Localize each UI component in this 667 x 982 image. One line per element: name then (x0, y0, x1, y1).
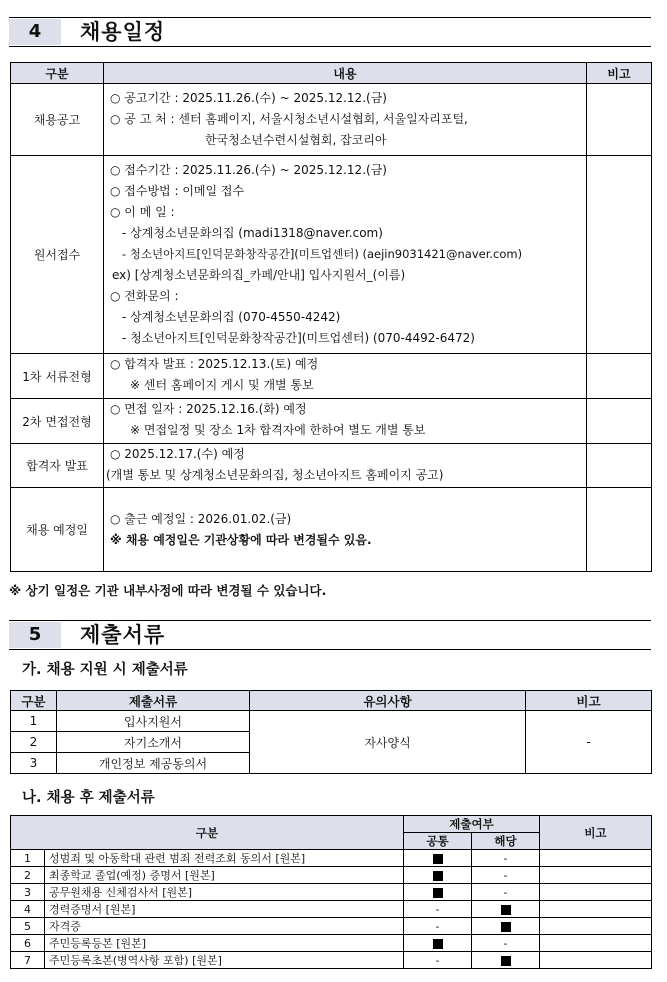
document-name: 주민등록초본(병역사항 포함) [원본] (45, 952, 404, 969)
schedule-category: 채용공고 (11, 84, 104, 156)
header-notes: 유의사항 (250, 691, 526, 711)
subsection-a-title: 가. 채용 지원 시 제출서류 (22, 662, 188, 678)
subsection-b-title: 나. 채용 후 제출서류 (22, 790, 155, 806)
remark-cell (540, 867, 652, 884)
schedule-table (10, 62, 652, 572)
schedule-line: ○ 공 고 처 : 센터 홈페이지, 서울시청소년시설협회, 서울일자리포털, (110, 112, 468, 126)
applicable-mark (472, 952, 540, 969)
row-number: 5 (11, 918, 45, 935)
document-name: 경력증명서 [원본] (45, 901, 404, 918)
schedule-content (104, 399, 587, 444)
filled-square-icon (501, 956, 511, 966)
schedule-line: ※ 센터 홈페이지 게시 및 개별 통보 (130, 378, 314, 392)
schedule-line: ○ 면접 일자 : 2025.12.16.(화) 예정 (110, 402, 307, 416)
common-mark: - (404, 901, 472, 918)
schedule-line: ○ 전화문의 : (110, 289, 179, 303)
filled-square-icon (501, 922, 511, 932)
document-name: 자기소개서 (57, 732, 250, 753)
schedule-header-row (11, 63, 652, 84)
applicable-mark: - (472, 850, 540, 867)
common-mark (404, 935, 472, 952)
row-number: 3 (11, 753, 57, 774)
row-number: 2 (11, 732, 57, 753)
table-row (11, 952, 652, 969)
section5-number: 5 (9, 622, 61, 648)
document-name: 성범죄 및 아동학대 관련 범죄 전력조회 동의서 [원본] (45, 850, 404, 867)
row-number: 1 (11, 850, 45, 867)
remark-cell (540, 884, 652, 901)
header-submit: 제출여부 (404, 816, 540, 833)
row-number: 4 (11, 901, 45, 918)
common-mark (404, 867, 472, 884)
applicable-mark: - (472, 884, 540, 901)
notes-merged: 자사양식 (250, 711, 526, 774)
table-row (11, 711, 652, 732)
schedule-header-category: 구분 (11, 63, 104, 84)
remark-cell (540, 935, 652, 952)
table-row (11, 850, 652, 867)
schedule-category: 1차 서류전형 (11, 354, 104, 399)
schedule-remark (587, 488, 652, 572)
schedule-line: 한국청소년수련시설협회, 잡코리아 (205, 133, 387, 147)
schedule-header-remark: 비고 (587, 63, 652, 84)
remark-cell (540, 952, 652, 969)
schedule-line: ○ 합격자 발표 : 2025.12.13.(토) 예정 (110, 357, 319, 371)
section5-bottom-rule (9, 649, 651, 650)
table-row (11, 918, 652, 935)
table-row (11, 884, 652, 901)
header-documents: 제출서류 (57, 691, 250, 711)
schedule-remark (587, 399, 652, 444)
schedule-line: ※ 채용 예정일은 기관상황에 따라 변경될수 있음. (110, 532, 372, 547)
document-name: 최종학교 졸업(예정) 증명서 [원본] (45, 867, 404, 884)
schedule-line: ○ 접수방법 : 이메일 접수 (110, 184, 245, 198)
schedule-header-content: 내용 (104, 63, 587, 84)
document-name: 입사지원서 (57, 711, 250, 732)
common-mark (404, 884, 472, 901)
row-number: 6 (11, 935, 45, 952)
document-name: 주민등록등본 [원본] (45, 935, 404, 952)
schedule-category: 채용 예정일 (11, 488, 104, 572)
schedule-remark (587, 156, 652, 354)
remark-cell (540, 850, 652, 867)
schedule-row-final-announcement (11, 444, 652, 488)
applicable-mark: - (472, 867, 540, 884)
schedule-line: ※ 면접일정 및 장소 1차 합격자에 한하여 별도 개별 통보 (130, 423, 426, 437)
common-mark (404, 850, 472, 867)
schedule-line: ○ 접수기간 : 2025.11.26.(수) ~ 2025.12.12.(금) (110, 163, 387, 177)
schedule-category: 합격자 발표 (11, 444, 104, 488)
table-row (11, 901, 652, 918)
schedule-line: - 상계청소년문화의집 (070-4550-4242) (122, 310, 341, 324)
header-category: 구분 (11, 691, 57, 711)
schedule-content (104, 156, 587, 354)
schedule-row-application (11, 156, 652, 354)
schedule-row-start-date (11, 488, 652, 572)
schedule-line: ○ 출근 예정일 : 2026.01.02.(금) (110, 511, 292, 526)
row-number: 1 (11, 711, 57, 732)
section4-bottom-rule (9, 46, 651, 47)
schedule-line: ○ 이 메 일 : (110, 205, 175, 219)
schedule-category: 2차 면접전형 (11, 399, 104, 444)
header-common: 공통 (404, 833, 472, 850)
schedule-line: - 상계청소년문화의집 (madi1318@naver.com) (122, 226, 383, 240)
filled-square-icon (433, 888, 443, 898)
schedule-row-document-screening (11, 354, 652, 399)
schedule-change-note: ※ 상기 일정은 기관 내부사정에 따라 변경될 수 있습니다. (9, 583, 327, 598)
document-name: 공무원채용 신체검사서 [원본] (45, 884, 404, 901)
remark-cell (540, 918, 652, 935)
filled-square-icon (433, 854, 443, 864)
table-row (11, 867, 652, 884)
schedule-line: ○ 공고기간 : 2025.11.26.(수) ~ 2025.12.12.(금) (110, 91, 387, 105)
schedule-line: - 청소년아지트[인덕문화창작공간](미트업센터) (070-4492-6472) (122, 331, 475, 345)
header-category: 구분 (11, 816, 404, 850)
common-mark: - (404, 918, 472, 935)
remark-cell (540, 901, 652, 918)
header-applicable: 해당 (472, 833, 540, 850)
schedule-remark (587, 84, 652, 156)
schedule-content (104, 488, 587, 572)
common-mark: - (404, 952, 472, 969)
applicable-mark (472, 901, 540, 918)
row-number: 7 (11, 952, 45, 969)
section5-title: 제출서류 (80, 623, 166, 647)
schedule-remark (587, 354, 652, 399)
section4-number: 4 (9, 19, 61, 45)
schedule-content (104, 84, 587, 156)
document-name: 자격증 (45, 918, 404, 935)
table-row (11, 935, 652, 952)
schedule-remark (587, 444, 652, 488)
schedule-line: ○ 2025.12.17.(수) 예정 (110, 447, 245, 461)
schedule-row-interview (11, 399, 652, 444)
schedule-content (104, 354, 587, 399)
post-hire-documents-table (10, 815, 652, 969)
section4-title: 채용일정 (80, 20, 166, 44)
schedule-category: 원서접수 (11, 156, 104, 354)
application-documents-header-row (11, 691, 652, 711)
remark-merged: - (526, 711, 652, 774)
section5-top-rule (9, 620, 651, 621)
section4-top-rule (9, 17, 651, 18)
schedule-row-recruit-notice (11, 84, 652, 156)
filled-square-icon (433, 939, 443, 949)
schedule-line: - 청소년아지트[인덕문화창작공간](미트업센터) (aejin9031421@naver.com) (122, 247, 523, 261)
schedule-line: ex) [상계청소년문화의집_카페/안내] 입사지원서_(이름) (112, 268, 406, 282)
applicable-mark (472, 918, 540, 935)
schedule-content (104, 444, 587, 488)
header-remark: 비고 (540, 816, 652, 850)
document-name: 개인정보 제공동의서 (57, 753, 250, 774)
filled-square-icon (501, 905, 511, 915)
applicable-mark: - (472, 935, 540, 952)
header-remark: 비고 (526, 691, 652, 711)
filled-square-icon (433, 871, 443, 881)
row-number: 2 (11, 867, 45, 884)
schedule-line: (개별 통보 및 상계청소년문화의집, 청소년아지트 홈페이지 공고) (106, 468, 444, 482)
application-documents-table (10, 690, 652, 774)
row-number: 3 (11, 884, 45, 901)
